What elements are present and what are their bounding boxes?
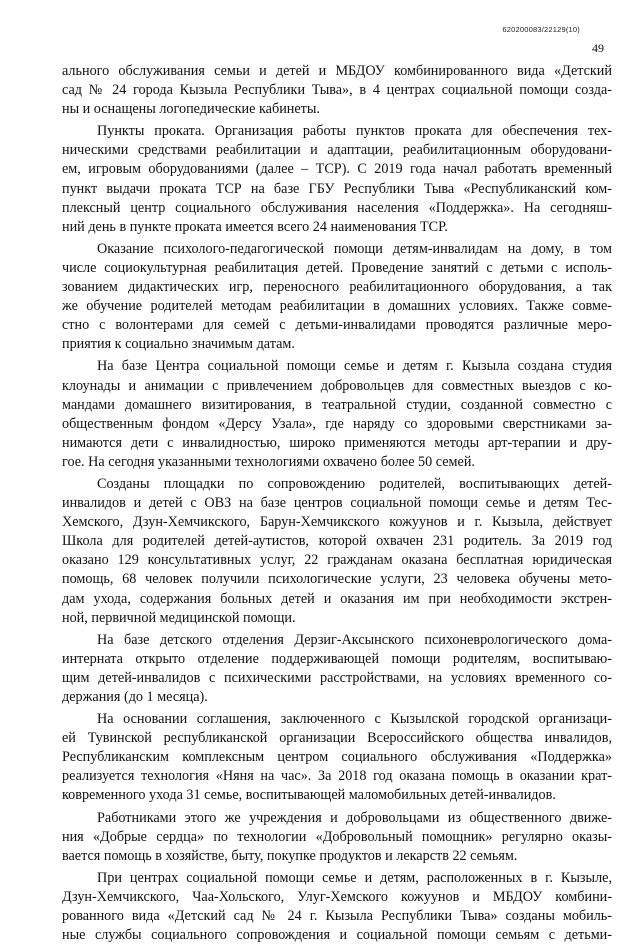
text-line: ального обслуживания семьи и детей и МБДОУ комбинированного вида «Детский [62,63,612,79]
document-id: 620200083/22129(10) [502,25,580,34]
text-line: щим детей-инвалидов с психическими расстройствами, на условиях временного со- [62,669,612,686]
text-line: ны и оснащены логопедические кабинеты. [62,101,320,118]
paragraph [62,122,612,237]
text-line: ем, игровым оборудованиями (далее – ТСР). С 2019 года начал работать временный [62,161,612,178]
paragraph [62,631,612,707]
text-line: инвалидов и детей с ОВЗ на базе центров социальной помощи семье и детям Тес- [62,495,612,512]
text-line: сад № 24 города Кызыла Республики Тыва», в 4 центрах социальной помощи созда- [62,82,612,99]
text-line: приятия к социально значимым датам. [62,336,295,353]
text-line: ническими средствами реабилитации и адаптации, реабилитационным оборудовани- [62,142,612,159]
text-line: реализуется технология «Няня на час». За 2018 год оказана помощь в оказании крат- [62,768,612,785]
text-line: оказано 129 консультативных услуг, 22 гражданам оказана бесплатная юридическая [62,552,612,569]
text-line: ной, первичной медицинской помощи. [62,609,296,626]
paragraph [62,62,612,119]
text-line: клоунады и анимации с привлечением добровольцев для совместных выездов с ко- [62,377,612,394]
text-line: ей Тувинской республиканской организации Всероссийского общества инвалидов, [62,730,612,747]
text-line: ные службы социального сопровождения и социальной помощи семьям с детьми- [62,927,612,944]
text-line: стно с волонтерами для семей с детьми-инвалидами проводятся различные меро- [62,317,612,334]
text-line: вается помощь в хозяйстве, быту, покупке продуктов и лекарств 22 семьям. [62,847,518,864]
text-line: Работниками этого же учреждения и добровольцами из общественного движе- [97,809,612,826]
text-line: пункт выдачи проката ТСР на базе ГБУ Республики Тыва «Республиканский ком- [62,180,612,197]
text-line: держания (до 1 месяца). [62,689,208,705]
text-line: дам ухода, содержания больных детей и оказания им при необходимости экстрен- [62,590,612,607]
text-line: ковременного ухода 31 семье, воспитывающей маломобильных детей-инвалидов. [62,787,556,804]
text-line: На основании соглашения, заключенного с Кызылской городской организаци- [97,711,612,728]
text-line: Республиканским комплексным центром социального обслуживания «Поддержка» [62,749,612,766]
document-body [62,62,612,945]
text-line: помощь, 68 человек получили психологические услуги, 23 человека обучены мето- [62,571,612,588]
paragraph [62,240,612,355]
text-line: При центрах социальной помощи семье и детям, расположенных в г. Кызыле, [97,869,612,886]
text-line: интерната открыто отделение поддерживающей помощи родителям, воспитываю- [62,650,612,667]
text-line: Дзун-Хемчикского, Чаа-Хольского, Улуг-Хемского кожуунов и МБДОУ комбини- [62,888,612,905]
paragraph [62,869,612,945]
text-line: же обучение родителей методам реабилитации в домашних условиях. Также совме- [62,298,612,315]
text-line: Школа для родителей детей-аутистов, которой охвачен 231 родитель. За 2019 год [62,533,612,550]
paragraph [62,710,612,805]
text-line: На базе детского отделения Дерзиг-Аксынского психоневрологического дома- [97,631,612,648]
page-number: 49 [592,41,604,55]
text-line: Пункты проката. Организация работы пунктов проката для обеспечения тех- [97,123,612,140]
text-line: плексный центр социального обслуживания населения «Поддержка». На сегодняш- [62,199,612,216]
text-line: Хемского, Дзун-Хемчикского, Барун-Хемчикского кожуунов и г. Кызыла, действует [62,514,612,531]
text-line: числе социокультурная реабилитация детей. Проведение занятий с детьми с исполь- [62,259,612,276]
text-line: Оказание психолого-педагогической помощи детям-инвалидам на дому, в том [97,240,612,257]
text-line: гое. На сегодня указанными технологиями охвачено более 50 семей. [62,453,475,470]
text-line: зованием дидактических игр, переносного реабилитационного оборудования, а так [62,279,612,296]
text-line: нимаются дети с инвалидностью, широко применяются методы арт-терапии и дру- [62,434,612,451]
text-line: Созданы площадки по сопровождению родителей, воспитывающих детей- [97,475,612,492]
text-line: ния «Добрые сердца» по технологии «Добровольный помощник» регулярно оказы- [62,828,612,845]
text-line: мандами домашнего визитирования, в театральной студии, созданной совместно с [62,396,612,413]
text-line: общественным фондом «Дерсу Узала», где наряду со здоровыми сверстниками за- [62,415,612,432]
text-line: На базе Центра социальной помощи семье и детям г. Кызыла создана студия [97,358,612,375]
paragraph [62,809,612,866]
paragraph [62,357,612,472]
text-line: рованного вида «Детский сад № 24 г. Кызыла Республики Тыва» созданы мобиль- [62,908,612,925]
paragraph [62,475,612,628]
text-line: ний день в пункте проката имеется всего 24 наименования ТСР. [62,218,448,235]
